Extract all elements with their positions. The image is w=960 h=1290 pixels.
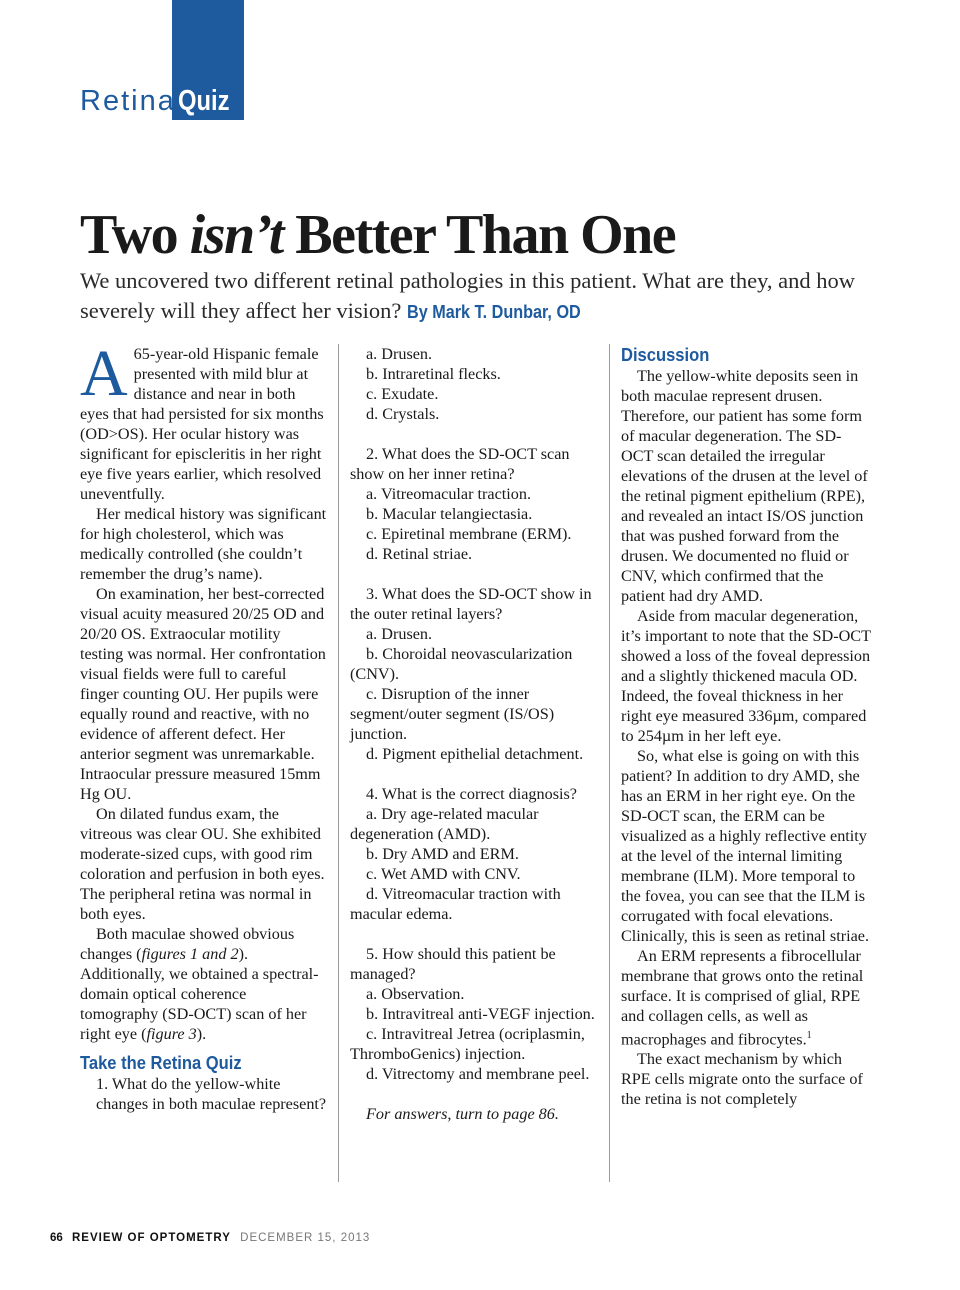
case-paragraph: On examination, her best-corrected visual acuity measured 20/25 OD and 20/20 OS. Extraocular motility testing was normal. Her confrontation visual fields were full to careful finger counting OU. Her pupils were equally round and reactive, with no evidence of afferent defect. Her anterior segment was unremarkable. Intraocular pressure measured 15mm Hg OU. — [80, 585, 326, 803]
discussion-paragraph: The exact mechanism by which RPE cells migrate onto the surface of the retina is not completely — [621, 1050, 863, 1109]
answers-note: For answers, turn to page 86. — [366, 1105, 559, 1123]
quiz-option: a. Vitreomacular traction. — [366, 485, 532, 503]
quiz-question-5: 5. How should this patient be managed? — [350, 945, 556, 983]
case-paragraph: Both maculae showed obvious changes (figures 1 and 2). Additionally, we obtained a spectral-domain optical coherence tomography (SD-OCT) scan of her right eye (figure 3). — [80, 925, 319, 1043]
column-quiz — [350, 344, 597, 1124]
quiz-option: d. Retinal striae. — [366, 545, 473, 563]
discussion-paragraph: So, what else is going on with this patient? In addition to dry AMD, she has an ERM in her right eye. On the SD-OCT scan, the ERM can be visualized as a highly reflective entity at the level of the internal limiting membrane (ILM). More temporal to the fovea, you can see that the ILM is corrugated with focal elevations. Clinically, this is seen as retinal striae. — [621, 747, 869, 945]
quiz-option: a. Drusen. — [366, 625, 433, 643]
department-label-quiz: Quiz — [178, 85, 230, 117]
quiz-option: a. Observation. — [366, 985, 465, 1003]
department-label: Retina — [80, 85, 176, 117]
quiz-option: c. Intravitreal Jetrea (ocriplasmin, ThromboGenics) injection. — [350, 1025, 585, 1063]
drop-cap: A — [80, 337, 128, 410]
discussion-heading: Discussion — [621, 345, 710, 365]
column-divider — [338, 344, 339, 1182]
case-paragraph: On dilated fundus exam, the vitreous was clear OU. She exhibited moderate-sized cups, with good rim coloration and perfusion in both eyes. The peripheral retina was normal in both eyes. — [80, 805, 325, 923]
quiz-option: a. Dry age-related macular degeneration (AMD). — [350, 805, 539, 843]
quiz-option: a. Drusen. — [366, 345, 433, 363]
quiz-option: b. Dry AMD and ERM. — [366, 845, 519, 863]
discussion-paragraph: The yellow-white deposits seen in both maculae represent drusen. Therefore, our patient has some form of macular degeneration. The SD-OCT scan detailed the irregular elevations of the drusen at the level of the retinal pigment epithelium (RPE), and revealed an intact IS/OS junction that was pushed forward from the drusen. We documented no fluid or CNV, which confirmed that the patient had dry AMD. — [621, 367, 868, 605]
quiz-heading: Take the Retina Quiz — [80, 1053, 242, 1073]
magazine-name: REVIEW OF OPTOMETRY — [72, 1232, 231, 1244]
discussion-paragraph: Aside from macular degeneration, it’s important to note that the SD-OCT showed a loss of the foveal depression and a slightly thickened macula OD. Indeed, the foveal thickness in her right eye measured 336µm, compared to 254µm in her left eye. — [621, 607, 871, 745]
discussion-paragraph: An ERM represents a fibrocellular membrane that grows onto the retinal surface. It is comprised of glial, RPE and collagen cells, as well as macrophages and fibrocytes.$^1$ — [621, 947, 864, 1049]
quiz-option: c. Disruption of the inner segment/outer segment (IS/OS) junction. — [350, 685, 555, 743]
quiz-question-2: 2. What does the SD-OCT scan show on her inner retina? — [350, 445, 570, 483]
quiz-option: c. Epiretinal membrane (ERM). — [366, 525, 572, 543]
column-discussion — [621, 344, 871, 1109]
quiz-option: b. Intraretinal flecks. — [366, 365, 501, 383]
quiz-option: d. Crystals. — [366, 405, 440, 423]
case-paragraph: Her medical history was significant for high cholesterol, which was medically controlled (she couldn’t remember the drug’s name). — [80, 505, 327, 583]
quiz-question-4: 4. What is the correct diagnosis? — [366, 785, 577, 803]
quiz-option: b. Choroidal neovascularization (CNV). — [350, 645, 573, 683]
column-case-history — [80, 337, 327, 1114]
page-footer — [50, 1230, 370, 1246]
quiz-option: d. Vitreomacular traction with macular edema. — [350, 885, 561, 923]
page-number: 66 — [50, 1232, 63, 1244]
quiz-option: c. Wet AMD with CNV. — [366, 865, 521, 883]
quiz-option: c. Exudate. — [366, 385, 439, 403]
case-intro: A 65-year-old Hispanic female presented with mild blur at distance and near in both eyes that had persisted for six months (OD>OS). Her ocular history was significant for episcleritis in her right eye five years earlier, which resolved uneventfully. — [80, 337, 324, 503]
quiz-question-3: 3. What does the SD-OCT show in the outer retinal layers? — [350, 585, 592, 623]
quiz-option: b. Intravitreal anti-VEGF injection. — [366, 1005, 595, 1023]
issue-date: DECEMBER 15, 2013 — [240, 1232, 371, 1244]
byline: By Mark T. Dunbar, OD — [406, 302, 581, 322]
quiz-option: d. Pigment epithelial detachment. — [366, 745, 584, 763]
quiz-question-1: 1. What do the yellow-white changes in both maculae represent? — [96, 1075, 327, 1113]
quiz-option: d. Vitrectomy and membrane peel. — [366, 1065, 590, 1083]
quiz-option: b. Macular telangiectasia. — [366, 505, 533, 523]
article-headline: Two isn’t Better Than One — [80, 204, 676, 266]
article-deck: We uncovered two different retinal pathologies in this patient. What are they, and how severely will they affect her vision? By Mark T. Dunbar, OD — [80, 266, 870, 327]
column-divider — [609, 344, 610, 1182]
